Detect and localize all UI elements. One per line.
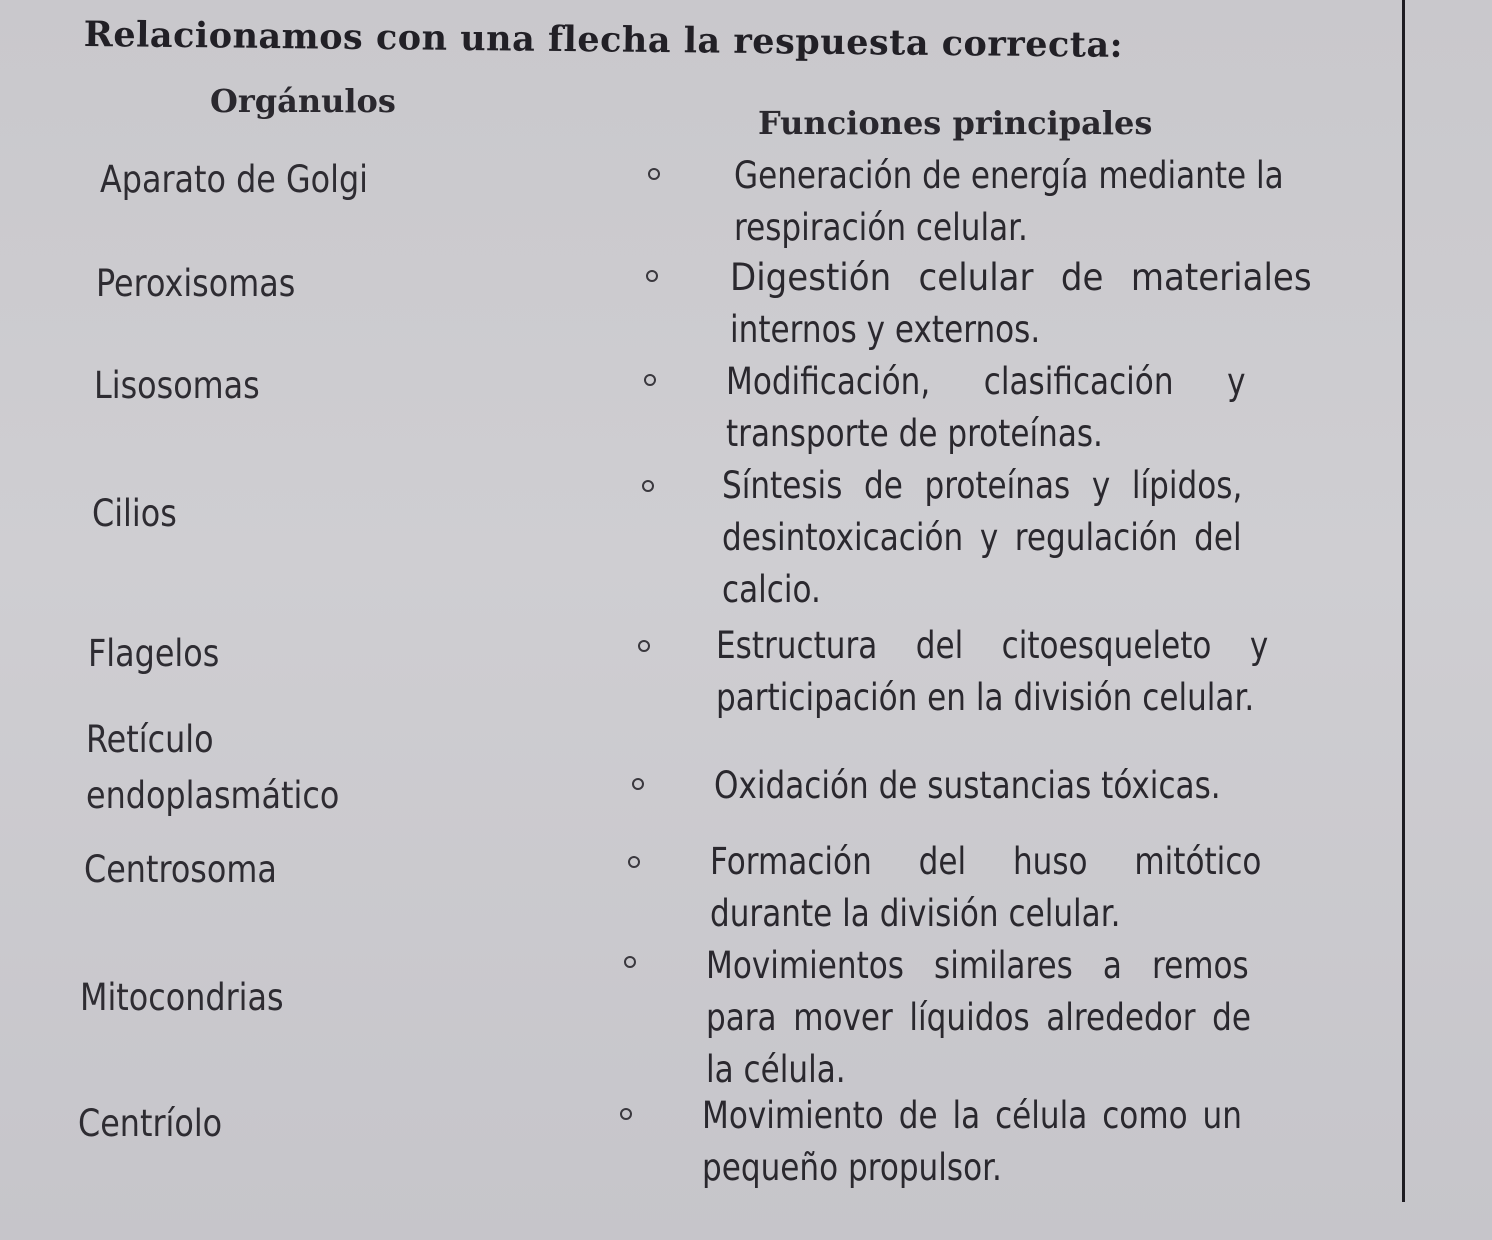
organelle-item: Mitocondrias — [80, 976, 284, 1019]
organelle-item: endoplasmático — [86, 774, 340, 817]
function-item — [710, 836, 1366, 940]
function-line: calcio. — [722, 568, 821, 611]
function-item — [730, 252, 1362, 356]
function-bullet — [624, 956, 636, 968]
function-bullet — [620, 1108, 632, 1120]
organelle-item: Lisosomas — [94, 364, 260, 407]
function-bullet — [642, 480, 654, 492]
function-line: Oxidación de sustancias tóxicas. — [714, 764, 1221, 807]
function-bullet — [632, 778, 644, 790]
function-bullet — [644, 374, 656, 386]
function-item — [722, 460, 1341, 616]
function-bullet — [646, 270, 658, 282]
function-bullet — [628, 856, 640, 868]
organelle-item: Retículo — [86, 718, 214, 761]
function-line: Movimiento de la célula como un — [702, 1094, 1242, 1137]
function-bullet — [648, 168, 660, 180]
function-line: para mover líquidos alrededor de — [706, 996, 1251, 1039]
function-item — [714, 760, 1317, 812]
function-item — [716, 620, 1373, 724]
function-line: respiración celular. — [734, 206, 1028, 249]
function-bullet — [638, 640, 650, 652]
instruction-title: Relacionamos con una flecha la respuesta correcta: — [83, 14, 1124, 66]
function-line: Formación del huso mitótico — [710, 840, 1262, 883]
function-line: desintoxicación y regulación del — [722, 516, 1242, 559]
function-item — [706, 940, 1355, 1096]
page-border-line — [1402, 0, 1405, 1202]
function-item — [726, 356, 1344, 460]
function-line: transporte de proteínas. — [726, 412, 1103, 455]
function-item — [702, 1090, 1345, 1194]
organelles-header: Orgánulos — [210, 82, 396, 120]
organelle-item: Centríolo — [78, 1102, 223, 1145]
function-line: Modificación, clasificación y — [726, 360, 1246, 403]
organelle-item: Centrosoma — [84, 848, 277, 891]
function-line: participación en la división celular. — [716, 676, 1255, 719]
organelle-item: Flagelos — [88, 632, 220, 675]
function-line: Movimientos similares a remos — [706, 944, 1249, 987]
organelle-item: Aparato de Golgi — [100, 158, 369, 201]
function-line: internos y externos. — [730, 308, 1041, 351]
organelle-item: Peroxisomas — [96, 262, 296, 305]
function-line: Digestión celular de materiales — [730, 256, 1312, 299]
function-line: la célula. — [706, 1048, 846, 1091]
function-line: Síntesis de proteínas y lípidos, — [722, 464, 1243, 507]
functions-header: Funciones principales — [758, 104, 1153, 142]
function-item — [734, 150, 1388, 254]
function-line: pequeño propulsor. — [702, 1146, 1002, 1189]
function-line: Estructura del citoesqueleto y — [716, 624, 1269, 667]
organelle-item: Cilios — [92, 492, 177, 535]
function-line: durante la división celular. — [710, 892, 1121, 935]
function-line: Generación de energía mediante la — [734, 154, 1284, 197]
